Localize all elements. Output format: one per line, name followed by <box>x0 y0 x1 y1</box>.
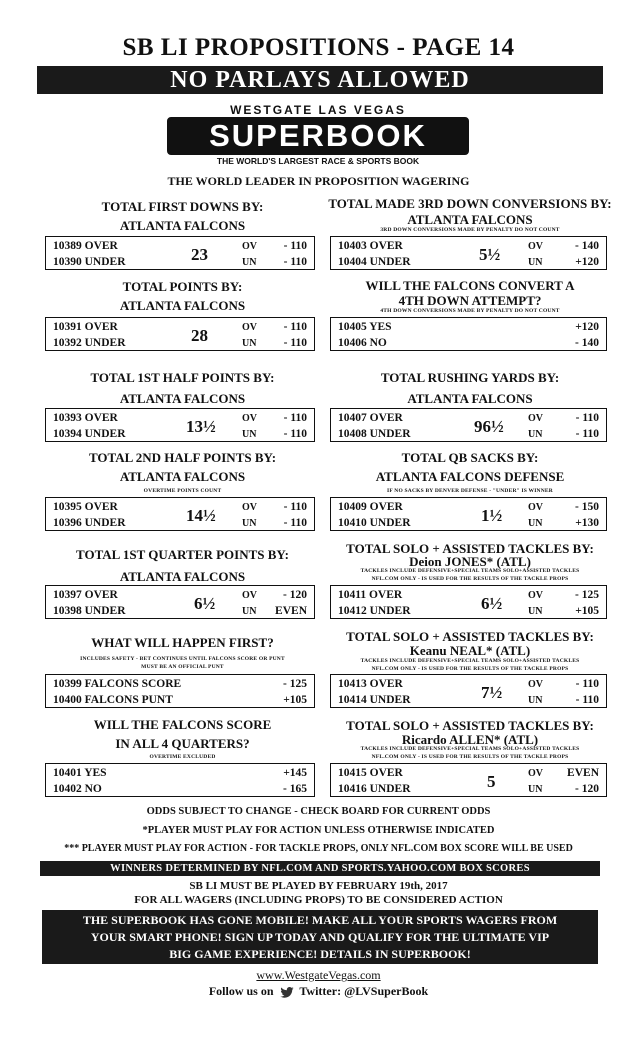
line-under: 10408 UNDER <box>338 428 411 440</box>
un-label: UN <box>528 257 543 268</box>
prop-box <box>45 674 315 708</box>
un-label: UN <box>528 695 543 706</box>
odds-no: - 140 <box>575 337 599 349</box>
odds-over: - 110 <box>575 412 599 424</box>
prop-title: TOTAL SOLO + ASSISTED TACKLES BY: <box>346 541 594 556</box>
line-yes: 10405 YES <box>338 321 392 333</box>
mobile-banner <box>42 910 598 964</box>
prop-subtitle: ATLANTA FALCONS <box>119 569 246 584</box>
odds-under: - 110 <box>575 428 599 440</box>
line-under: 10398 UNDER <box>53 605 126 617</box>
odds-under: +130 <box>575 517 599 529</box>
prop-note: NFL.COM ONLY - IS USED FOR THE RESULTS OF THE TACKLE PROPS <box>371 754 569 760</box>
prop-title: WHAT WILL HAPPEN FIRST? <box>91 635 274 650</box>
follow-label: Follow us on <box>208 984 274 998</box>
un-label: UN <box>242 606 257 617</box>
odds-over: EVEN <box>567 767 599 779</box>
line-option-1: 10399 FALCONS SCORE <box>53 678 182 690</box>
prop-title: TOTAL SOLO + ASSISTED TACKLES BY: <box>346 629 594 644</box>
odds-under: - 120 <box>575 783 599 795</box>
prop-box <box>45 317 315 351</box>
odds-over: - 140 <box>575 240 599 252</box>
un-label: UN <box>242 429 257 440</box>
line-over: 10403 OVER <box>338 240 403 252</box>
odds-over: - 110 <box>283 240 307 252</box>
line-over: 10389 OVER <box>53 240 118 252</box>
mobile-line-1: THE SUPERBOOK HAS GONE MOBILE! MAKE ALL YOUR SPORTS WAGERS FROM <box>82 913 558 927</box>
un-label: UN <box>528 784 543 795</box>
prop-note: TACKLES INCLUDE DEFENSIVE+SPECIAL TEAMS SOLO+ASSISTED TACKLES <box>360 746 580 752</box>
prop-line: 13½ <box>186 417 216 436</box>
prop-note: TACKLES INCLUDE DEFENSIVE+SPECIAL TEAMS SOLO+ASSISTED TACKLES <box>360 658 580 664</box>
prop-line: 1½ <box>481 506 503 525</box>
prop-box <box>330 497 607 531</box>
prop-subtitle: 4TH DOWN ATTEMPT? <box>398 293 542 308</box>
un-label: UN <box>242 257 257 268</box>
prop-note: TACKLES INCLUDE DEFENSIVE+SPECIAL TEAMS SOLO+ASSISTED TACKLES <box>360 568 580 574</box>
line-under: 10394 UNDER <box>53 428 126 440</box>
odds-notice: ODDS SUBJECT TO CHANGE - CHECK BOARD FOR CURRENT ODDS <box>146 806 491 817</box>
superbook-logo <box>163 104 473 166</box>
prop-box <box>330 674 607 708</box>
prop-subtitle: IN ALL 4 QUARTERS? <box>115 736 250 751</box>
odds-under: +120 <box>575 256 599 268</box>
ov-label: OV <box>242 241 257 252</box>
prop-box <box>330 317 607 351</box>
winners-banner: WINNERS DETERMINED BY NFL.COM AND SPORTS.YAHOO.COM BOX SCORES <box>40 861 600 876</box>
line-under: 10392 UNDER <box>53 337 126 349</box>
prop-subtitle: ATLANTA FALCONS <box>119 391 246 406</box>
website-link[interactable]: www.WestgateVegas.com <box>256 968 381 982</box>
ov-label: OV <box>242 413 257 424</box>
prop-title: TOTAL RUSHING YARDS BY: <box>380 370 560 385</box>
prop-title: TOTAL 2ND HALF POINTS BY: <box>88 450 277 465</box>
prop-note: 3RD DOWN CONVERSIONS MADE BY PENALTY DO NOT COUNT <box>380 227 560 233</box>
prop-line: 6½ <box>481 594 503 613</box>
mobile-line-2: YOUR SMART PHONE! SIGN UP TODAY AND QUALIFY FOR THE ULTIMATE VIP <box>90 930 550 944</box>
logo-main-text: SUPERBOOK <box>167 117 469 155</box>
prop-box <box>45 408 315 442</box>
prop-subtitle: Ricardo ALLEN* (ATL) <box>401 732 539 747</box>
prop-box <box>45 497 315 531</box>
line-under: 10396 UNDER <box>53 517 126 529</box>
prop-title: WILL THE FALCONS SCORE <box>93 717 272 732</box>
odds-option-2: +105 <box>283 694 307 706</box>
line-under: 10416 UNDER <box>338 783 411 795</box>
prop-box <box>330 763 607 797</box>
odds-under: - 110 <box>283 256 307 268</box>
ov-label: OV <box>242 590 257 601</box>
prop-note: OVERTIME POINTS COUNT <box>143 488 222 494</box>
odds-over: - 110 <box>283 501 307 513</box>
prop-line: 5½ <box>479 245 501 264</box>
line-option-2: 10400 FALCONS PUNT <box>53 694 173 706</box>
ov-label: OV <box>528 590 543 601</box>
ov-label: OV <box>242 502 257 513</box>
un-label: UN <box>528 518 543 529</box>
odds-yes: +145 <box>283 767 307 779</box>
prop-title: TOTAL 1ST QUARTER POINTS BY: <box>76 547 289 562</box>
odds-under: +105 <box>575 605 599 617</box>
line-over: 10413 OVER <box>338 678 403 690</box>
odds-under: - 110 <box>575 694 599 706</box>
prop-subtitle: ATLANTA FALCONS DEFENSE <box>375 469 565 484</box>
prop-line: 7½ <box>481 683 503 702</box>
line-over: 10391 OVER <box>53 321 118 333</box>
mobile-line-3: BIG GAME EXPERIENCE! DETAILS IN SUPERBOOK! <box>169 947 471 961</box>
logo-sub-text: THE WORLD'S LARGEST RACE & SPORTS BOOK <box>216 156 420 166</box>
prop-title: TOTAL MADE 3RD DOWN CONVERSIONS BY: <box>328 196 612 211</box>
prop-title: WILL THE FALCONS CONVERT A <box>365 278 575 293</box>
odds-under: - 110 <box>283 428 307 440</box>
odds-over: - 150 <box>575 501 599 513</box>
prop-box <box>330 236 607 270</box>
odds-over: - 110 <box>283 412 307 424</box>
prop-box <box>330 408 607 442</box>
line-over: 10393 OVER <box>53 412 118 424</box>
prop-note: OVERTIME EXCLUDED <box>149 754 216 760</box>
date-notice-2: FOR ALL WAGERS (INCLUDING PROPS) TO BE CONSIDERED ACTION <box>134 894 503 906</box>
prop-line: 6½ <box>194 594 216 613</box>
odds-no: - 165 <box>283 783 307 795</box>
prop-title: TOTAL QB SACKS BY: <box>401 450 539 465</box>
prop-line: 23 <box>191 245 208 264</box>
odds-over: - 110 <box>575 678 599 690</box>
line-over: 10397 OVER <box>53 589 118 601</box>
prop-box <box>330 585 607 619</box>
prop-subtitle: ATLANTA FALCONS <box>407 391 533 406</box>
line-over: 10407 OVER <box>338 412 403 424</box>
odds-option-1: - 125 <box>283 678 307 690</box>
line-under: 10390 UNDER <box>53 256 126 268</box>
ov-label: OV <box>528 768 543 779</box>
un-label: UN <box>242 518 257 529</box>
odds-under: - 110 <box>283 517 307 529</box>
prop-line: 96½ <box>474 417 504 436</box>
prop-title: TOTAL POINTS BY: <box>122 279 243 294</box>
prop-box <box>45 236 315 270</box>
prop-box <box>45 585 315 619</box>
line-over: 10395 OVER <box>53 501 118 513</box>
prop-title: TOTAL FIRST DOWNS BY: <box>101 199 264 214</box>
odds-over: - 120 <box>283 589 307 601</box>
prop-subtitle: Keanu NEAL* (ATL) <box>409 643 531 658</box>
prop-line: 28 <box>191 326 208 345</box>
prop-title: TOTAL SOLO + ASSISTED TACKLES BY: <box>346 718 594 733</box>
un-label: UN <box>528 429 543 440</box>
prop-subtitle: Deion JONES* (ATL) <box>409 554 531 569</box>
odds-under: - 110 <box>283 337 307 349</box>
line-under: 10412 UNDER <box>338 605 411 617</box>
prop-note: NFL.COM ONLY - IS USED FOR THE RESULTS OF THE TACKLE PROPS <box>371 666 569 672</box>
ov-label: OV <box>528 502 543 513</box>
prop-note: NFL.COM ONLY - IS USED FOR THE RESULTS OF THE TACKLE PROPS <box>371 576 569 582</box>
ov-label: OV <box>528 241 543 252</box>
prop-note: INCLUDES SAFETY - BET CONTINUES UNTIL FALCONS SCORE OR PUNT <box>80 656 285 662</box>
line-no: 10406 NO <box>338 337 387 349</box>
prop-subtitle: ATLANTA FALCONS <box>119 218 246 233</box>
follow-line <box>0 984 637 999</box>
twitter-bird-icon <box>280 987 294 998</box>
prop-subtitle: ATLANTA FALCONS <box>119 298 246 313</box>
line-over: 10411 OVER <box>338 589 403 601</box>
prop-subtitle: ATLANTA FALCONS <box>119 469 246 484</box>
date-notice-1: SB LI MUST BE PLAYED BY FEBRUARY 19th, 2017 <box>189 880 448 892</box>
twitter-handle[interactable]: Twitter: @LVSuperBook <box>299 984 429 998</box>
tagline: THE WORLD LEADER IN PROPOSITION WAGERING <box>167 174 470 188</box>
line-under: 10404 UNDER <box>338 256 411 268</box>
ov-label: OV <box>242 322 257 333</box>
prop-line: 14½ <box>186 506 216 525</box>
prop-box <box>45 763 315 797</box>
prop-note: MUST BE AN OFFICIAL PUNT <box>141 664 224 670</box>
line-over: 10415 OVER <box>338 767 403 779</box>
un-label: UN <box>242 338 257 349</box>
tackle-notice: *** PLAYER MUST PLAY FOR ACTION - FOR TACKLE PROPS, ONLY NFL.COM BOX SCORE WILL BE USED <box>64 843 573 854</box>
line-under: 10410 UNDER <box>338 517 411 529</box>
logo-top-text: WESTGATE LAS VEGAS <box>230 103 406 117</box>
prop-title: TOTAL 1ST HALF POINTS BY: <box>90 370 275 385</box>
prop-note: IF NO SACKS BY DENVER DEFENSE - "UNDER" IS WINNER <box>387 488 553 494</box>
line-under: 10414 UNDER <box>338 694 411 706</box>
un-label: UN <box>528 606 543 617</box>
ov-label: OV <box>528 413 543 424</box>
player-notice: *PLAYER MUST PLAY FOR ACTION UNLESS OTHERWISE INDICATED <box>142 825 495 836</box>
odds-over: - 110 <box>283 321 307 333</box>
prop-line: 5 <box>487 772 496 791</box>
no-parlays-banner: NO PARLAYS ALLOWED <box>37 66 603 94</box>
odds-yes: +120 <box>575 321 599 333</box>
page-title: SB LI PROPOSITIONS - PAGE 14 <box>122 34 515 61</box>
prop-subtitle: ATLANTA FALCONS <box>407 212 533 227</box>
prop-note: 4TH DOWN CONVERSIONS MADE BY PENALTY DO NOT COUNT <box>380 308 560 314</box>
line-over: 10409 OVER <box>338 501 403 513</box>
line-no: 10402 NO <box>53 783 102 795</box>
odds-over: - 125 <box>575 589 599 601</box>
line-yes: 10401 YES <box>53 767 107 779</box>
ov-label: OV <box>528 679 543 690</box>
odds-under: EVEN <box>275 605 307 617</box>
